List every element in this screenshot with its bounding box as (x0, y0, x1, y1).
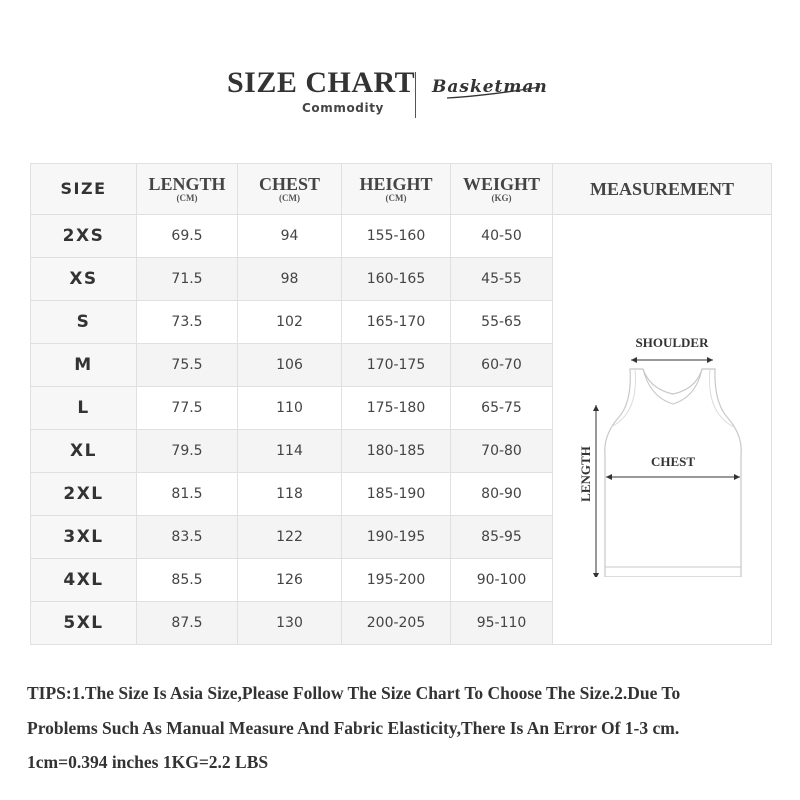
height-cell: 165-170 (342, 301, 451, 344)
height-cell: 175-180 (342, 387, 451, 430)
weight-cell: 90-100 (451, 559, 553, 602)
length-cell: 87.5 (137, 602, 238, 645)
length-cell: 79.5 (137, 430, 238, 473)
weight-cell: 70-80 (451, 430, 553, 473)
header (0, 62, 800, 122)
chest-cell: 106 (238, 344, 342, 387)
jersey-outline (605, 369, 741, 577)
brand-swash-icon (445, 84, 545, 104)
tips-line-3: 1cm=0.394 inches 1KG=2.2 LBS (27, 752, 269, 772)
length-cell: 81.5 (137, 473, 238, 516)
column-header-chest: CHEST (CM) (238, 164, 342, 215)
length-cell: 85.5 (137, 559, 238, 602)
table-row (31, 215, 772, 258)
page-title: SIZE CHART (227, 66, 416, 99)
size-cell: XS (31, 258, 137, 301)
size-cell: L (31, 387, 137, 430)
size-cell: 3XL (31, 516, 137, 559)
column-header-size: SIZE (31, 164, 137, 215)
column-header-height: HEIGHT (CM) (342, 164, 451, 215)
weight-cell: 45-55 (451, 258, 553, 301)
header-divider (415, 72, 416, 118)
size-cell: 4XL (31, 559, 137, 602)
length-cell: 83.5 (137, 516, 238, 559)
length-cell: 71.5 (137, 258, 238, 301)
weight-cell: 95-110 (451, 602, 553, 645)
shoulder-label: SHOULDER (635, 335, 709, 350)
length-cell: 73.5 (137, 301, 238, 344)
size-cell: S (31, 301, 137, 344)
height-cell: 160-165 (342, 258, 451, 301)
tips-text (27, 676, 787, 780)
height-cell: 180-185 (342, 430, 451, 473)
length-label: LENGTH (578, 446, 593, 502)
weight-cell: 85-95 (451, 516, 553, 559)
height-cell: 155-160 (342, 215, 451, 258)
tank-top-icon (553, 277, 772, 577)
chest-cell: 126 (238, 559, 342, 602)
length-cell: 69.5 (137, 215, 238, 258)
weight-cell: 60-70 (451, 344, 553, 387)
weight-cell: 40-50 (451, 215, 553, 258)
tips-line-2: Problems Such As Manual Measure And Fabric Elasticity,There Is An Error Of 1-3 cm. (27, 717, 680, 738)
height-cell: 200-205 (342, 602, 451, 645)
brand-logo: Basketman (432, 77, 548, 97)
chest-label: CHEST (650, 454, 696, 469)
height-cell: 185-190 (342, 473, 451, 516)
chest-cell: 110 (238, 387, 342, 430)
tips-line-1: TIPS:1.The Size Is Asia Size,Please Follow The Size Chart To Choose The Size.2.Due To (27, 683, 681, 703)
chest-cell: 118 (238, 473, 342, 516)
size-cell: 5XL (31, 602, 137, 645)
length-cell: 75.5 (137, 344, 238, 387)
chest-cell: 102 (238, 301, 342, 344)
height-cell: 170-175 (342, 344, 451, 387)
size-cell: 2XL (31, 473, 137, 516)
size-cell: 2XS (31, 215, 137, 258)
weight-cell: 55-65 (451, 301, 553, 344)
length-cell: 77.5 (137, 387, 238, 430)
size-cell: XL (31, 430, 137, 473)
chest-cell: 122 (238, 516, 342, 559)
column-header-length: LENGTH (CM) (137, 164, 238, 215)
column-header-measurement: MEASUREMENT (553, 164, 772, 215)
column-header-weight: WEIGHT (KG) (451, 164, 553, 215)
page-subtitle: Commodity (302, 101, 384, 115)
chest-cell: 130 (238, 602, 342, 645)
weight-cell: 80-90 (451, 473, 553, 516)
chest-cell: 114 (238, 430, 342, 473)
chest-cell: 94 (238, 215, 342, 258)
table-header-row (31, 164, 772, 215)
chest-cell: 98 (238, 258, 342, 301)
measurement-cell (553, 215, 772, 645)
size-chart-table (30, 163, 772, 645)
height-cell: 190-195 (342, 516, 451, 559)
size-cell: M (31, 344, 137, 387)
weight-cell: 65-75 (451, 387, 553, 430)
height-cell: 195-200 (342, 559, 451, 602)
